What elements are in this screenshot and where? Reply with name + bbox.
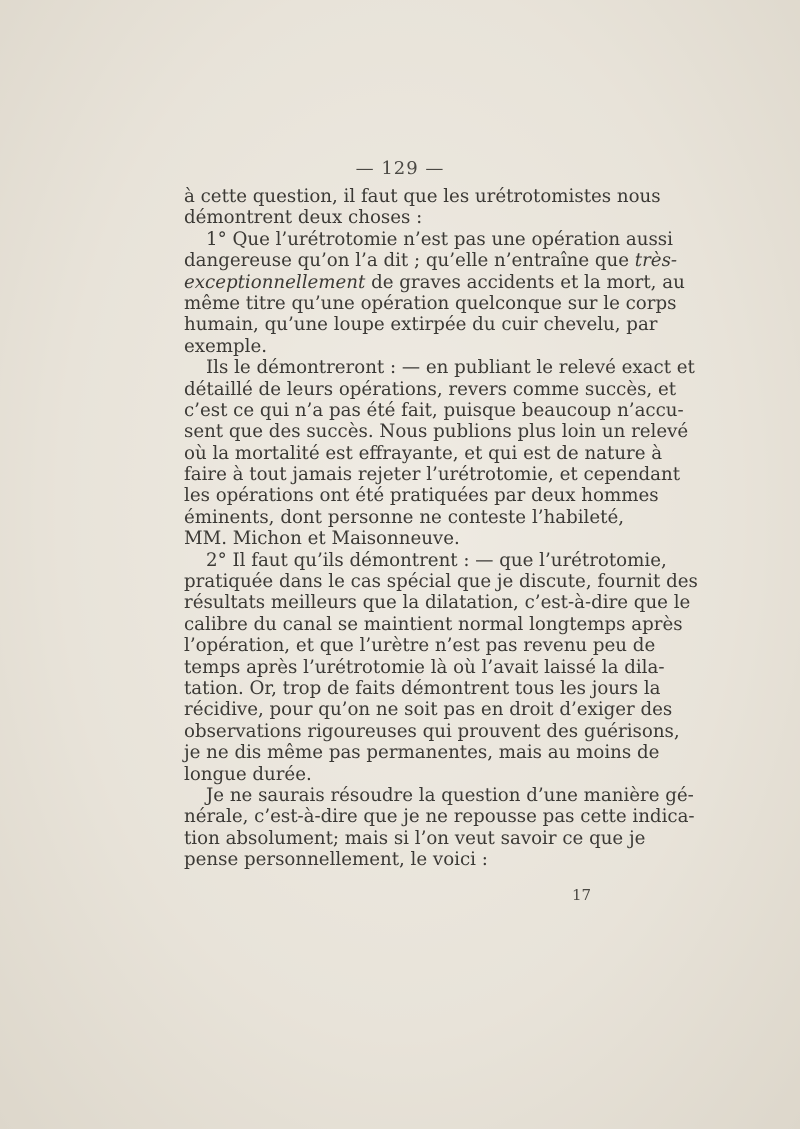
text-line [184,528,624,549]
text-line [184,613,683,635]
text-line [184,507,624,528]
line-text: je ne dis même pas permanentes, mais au moins de [184,742,660,764]
signature-mark: 17 [572,886,592,904]
text-line [184,399,684,421]
line-text: pratiquée dans le cas spécial que je discute, fournit des [184,571,698,593]
page-number: — 129 — [355,158,445,179]
text-line [184,271,685,293]
line-text: à cette question, il faut que les urétrotomistes nous [184,186,661,207]
line-text: démontrent deux choses : [184,207,423,229]
text-line [184,635,656,657]
line-text: dangereuse qu’on l’a dit ; qu’elle n’entraîne que [184,250,630,272]
text-line [184,849,624,870]
text-line [184,571,698,593]
line-text: tion absolument; mais si l’on veut savoir ce que je [184,827,646,849]
text-line [184,228,673,250]
line-text: de graves accidents et la mort, au [365,271,685,293]
text-line [184,421,689,443]
line-text: pense personnellement, le voici : [184,849,488,871]
text-line [184,357,695,379]
text-line [184,806,695,828]
line-text: éminents, dont personne ne conteste l’habileté, [184,506,624,528]
line-text: humain, qu’une loupe extirpée du cuir chevelu, par [184,314,658,336]
line-text: récidive, pour qu’on ne soit pas en droit d’exiger des [184,699,673,721]
text-line [184,827,646,849]
text-line [184,442,663,464]
italic-text: exceptionnellement [184,271,366,293]
text-line [184,314,658,336]
line-text: calibre du canal se maintient normal longtemps après [184,613,683,635]
text-line [184,186,661,207]
line-text: faire à tout jamais rejeter l’urétrotomie, et cependant [184,464,681,486]
line-text: les opérations ont été pratiquées par deux hommes [184,485,659,507]
line-text: c’est ce qui n’a pas été fait, puisque beaucoup n’accu- [184,399,684,421]
line-text: exemple. [184,335,268,357]
line-text: MM. Michon et Maisonneuve. [184,528,460,550]
italic-text: très- [629,250,678,272]
text-line [184,485,659,507]
line-text: tation. Or, trop de faits démontrent tous les jours la [184,677,661,699]
line-text: Je ne saurais résoudre la question d’une manière gé- [206,784,694,806]
body-text [184,186,698,871]
line-text: observations rigoureuses qui prouvent des guérisons, [184,720,680,742]
line-text: longue durée. [184,763,312,785]
text-line [184,207,624,228]
line-text: l’opération, et que l’urètre n’est pas revenu peu de [184,635,656,657]
text-line [184,764,624,785]
line-text: Ils le démontreront : — en publiant le relevé exact et [206,357,695,379]
text-line [184,250,678,272]
line-text: sent que des succès. Nous publions plus loin un relevé [184,421,689,443]
text-line [184,464,681,486]
text-line [184,656,665,678]
line-text: où la mortalité est effrayante, et qui est de nature à [184,442,663,464]
text-line [184,720,680,742]
text-line [184,677,661,699]
line-text: 1° Que l’urétrotomie n’est pas une opération aussi [206,228,673,250]
line-text: nérale, c’est-à-dire que je ne repousse pas cette indica- [184,806,695,828]
text-line [184,549,667,571]
text-line [184,699,673,721]
text-line [184,592,691,614]
text-line [184,336,624,357]
text-line [184,378,677,400]
line-text: temps après l’urétrotomie là où l’avait laissé la dila- [184,656,665,678]
line-text: même titre qu’une opération quelconque sur le corps [184,292,677,314]
text-line [184,742,660,764]
line-text: résultats meilleurs que la dilatation, c’est-à-dire que le [184,592,691,614]
line-text: détaillé de leurs opérations, revers comme succès, et [184,378,677,400]
text-line [184,784,694,806]
text-line [184,292,677,314]
line-text: 2° Il faut qu’ils démontrent : — que l’urétrotomie, [206,549,667,571]
